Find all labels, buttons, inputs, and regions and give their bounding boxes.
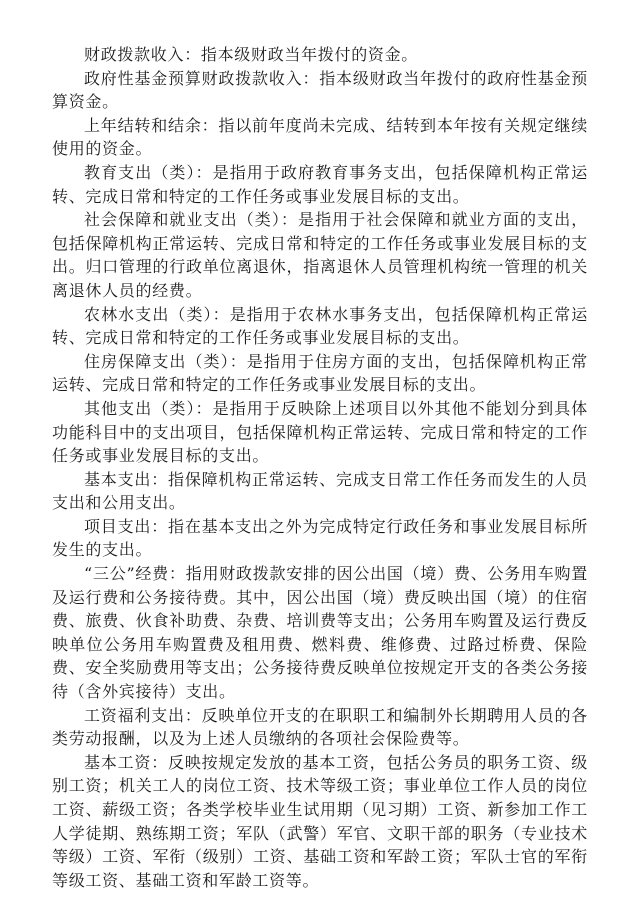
paragraph-government-fund-income: 政府性基金预算财政拨款收入：指本级财政当年拨付的政府性基金预算资金。 [52, 68, 588, 112]
paragraph-three-public-funds: “三公”经费：指用财政拨款安排的因公出国（境）费、公务用车购置及运行费和公务接待费。其中，因公出国（境）费反映出国（境）的住宿费、旅费、伙食补助费、杂费、培训费等支出；公务用车购置及运行费反映单位公务用车购置费及租用费、燃料费、维修费、过路过桥费、保险费、安全奖励费用等支出；公务接待费反映单位按规定开支的各类公务接待（含外宾接待）支出。 [52, 564, 588, 702]
document-page [52, 43, 588, 892]
paragraph-basic-expenditure: 基本支出：指保障机构正常运转、完成支日常工作任务而发生的人员支出和公用支出。 [52, 469, 588, 513]
paragraph-education-expenditure: 教育支出（类）：是指用于政府教育事务支出，包括保障机构正常运转、完成日常和特定的工作任务或事业发展目标的支出。 [52, 162, 588, 206]
paragraph-project-expenditure: 项目支出：指在基本支出之外为完成特定行政任务和事业发展目标所发生的支出。 [52, 516, 588, 560]
paragraph-agriculture-expenditure: 农林水支出（类）：是指用于农林水事务支出，包括保障机构正常运转、完成日常和特定的工作任务或事业发展目标的支出。 [52, 304, 588, 348]
paragraph-wage-welfare-expenditure: 工资福利支出：反映单位开支的在职职工和编制外长期聘用人员的各类劳动报酬，以及为上述人员缴纳的各项社会保险费等。 [52, 705, 588, 749]
paragraph-housing-expenditure: 住房保障支出（类）：是指用于住房方面的支出，包括保障机构正常运转、完成日常和特定的工作任务或事业发展目标的支出。 [52, 351, 588, 395]
paragraph-social-security-expenditure: 社会保障和就业支出（类）：是指用于社会保障和就业方面的支出，包括保障机构正常运转、完成日常和特定的工作任务或事业发展目标的支出。归口管理的行政单位离退休，指离退休人员管理机构统一管理的机关离退休人员的经费。 [52, 210, 588, 300]
paragraph-other-expenditure: 其他支出（类）：是指用于反映除上述项目以外其他不能划分到具体功能科目中的支出项目，包括保障机构正常运转、完成日常和特定的工作任务或事业发展目标的支出。 [52, 398, 588, 466]
paragraph-basic-wages: 基本工资：反映按规定发放的基本工资，包括公务员的职务工资、级别工资；机关工人的岗位工资、技术等级工资；事业单位工作人员的岗位工资、薪级工资；各类学校毕业生试用期（见习期）工资、新参加工作工人学徒期、熟练期工资；军队（武警）军官、文职干部的职务（专业技术等级）工资、军衔（级别）工资、基础工资和军龄工资；军队士官的军衔等级工资、基础工资和军龄工资等。 [52, 752, 588, 890]
paragraph-fiscal-appropriation-income: 财政拨款收入：指本级财政当年拨付的资金。 [84, 45, 419, 64]
paragraph-carryover-balance: 上年结转和结余：指以前年度尚未完成、结转到本年按有关规定继续使用的资金。 [52, 115, 588, 159]
